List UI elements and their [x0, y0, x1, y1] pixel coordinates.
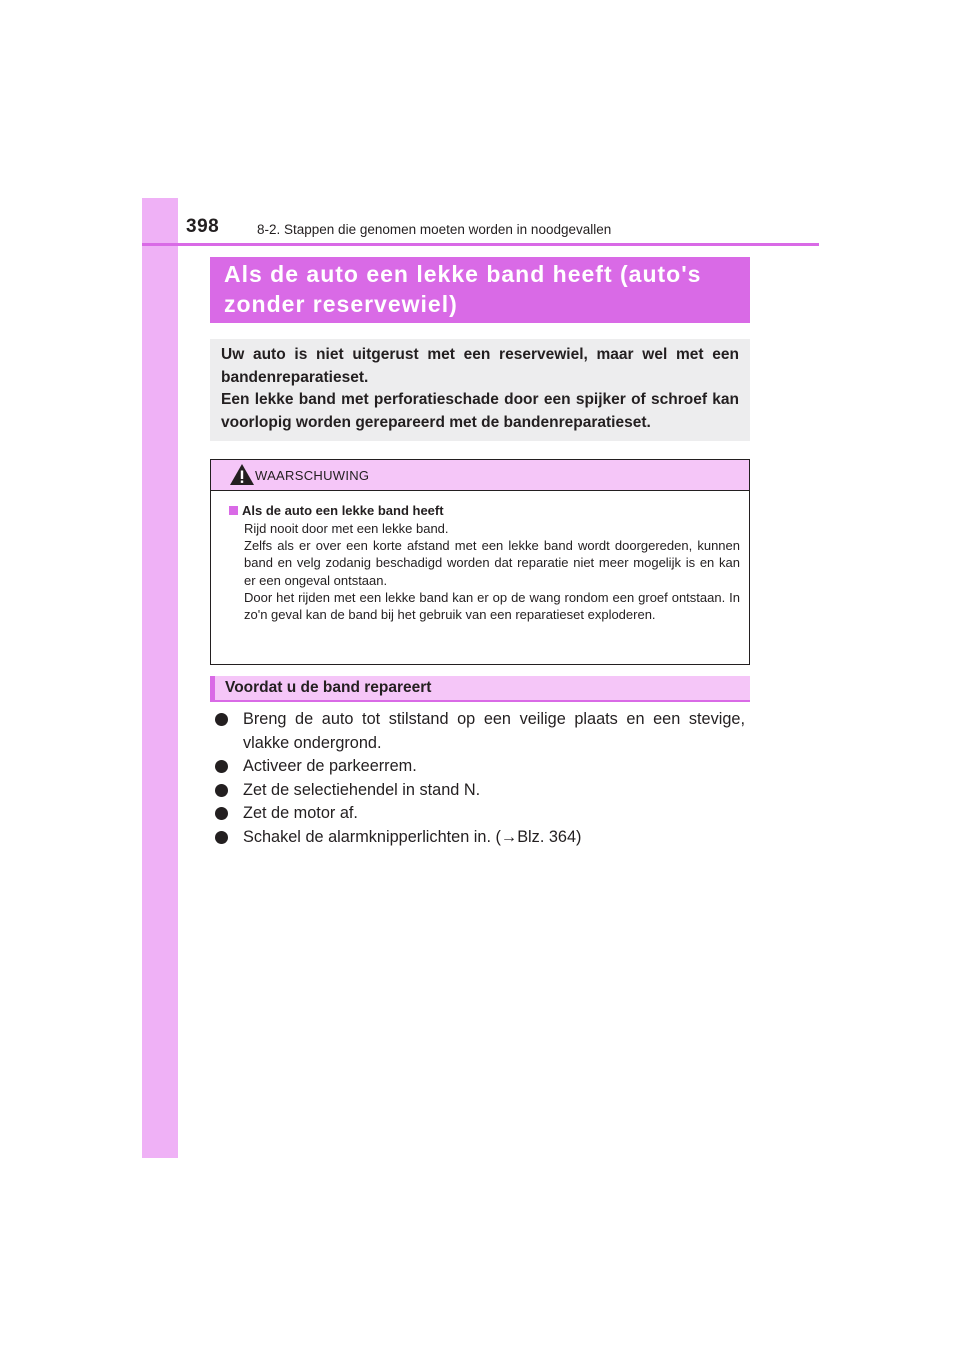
page-title-box	[210, 257, 750, 323]
section-heading-box	[210, 676, 750, 702]
warning-paragraph-2: Zelfs als er over een korte afstand met een lekke band wordt doorgereden, kunnen band en velg zodanig beschadigd worden dat reparatie niet meer mogelijk is en kan er een ongeval ontstaan.	[244, 538, 740, 588]
warning-line-1: Rijd nooit door met een lekke band.	[244, 521, 449, 536]
warning-triangle-icon	[229, 463, 255, 486]
page-title-line-2: zonder reservewiel)	[224, 291, 458, 317]
section-accent-bar	[210, 676, 215, 700]
list-item: Zet de selectiehendel in stand N.	[215, 779, 745, 803]
warning-box	[210, 459, 750, 665]
list-item: Activeer de parkeerrem.	[215, 755, 745, 779]
intro-paragraph-1: Uw auto is niet uitgerust met een reservewiel, maar wel met een bandenreparatieset.	[221, 346, 739, 386]
bullet-dot-icon	[215, 807, 228, 820]
warning-subheading-text: Als de auto een lekke band heeft	[242, 503, 444, 518]
section-title: Voordat u de band repareert	[225, 679, 432, 696]
list-item: Breng de auto tot stilstand op een veilige plaats en een stevige, vlakke ondergrond.	[215, 708, 745, 755]
list-item: Zet de motor af.	[215, 802, 745, 826]
warning-paragraph-3: Door het rijden met een lekke band kan er op de wang rondom een groef ontstaan. In zo'n geval kan de band bij het gebruik van een reparatieset exploderen.	[244, 589, 740, 623]
intro-box	[210, 339, 750, 441]
bullet-dot-icon	[215, 713, 228, 726]
square-bullet-icon	[229, 506, 238, 515]
bullet-dot-icon	[215, 760, 228, 773]
header-rule	[142, 243, 819, 246]
page-title-line-1: Als de auto een lekke band heeft (auto's	[224, 261, 702, 287]
page-number: 398	[186, 216, 220, 237]
list-item: Schakel de alarmknipperlichten in. (→Blz. 364)	[215, 826, 745, 850]
bullet-dot-icon	[215, 784, 228, 797]
running-head: 8-2. Stappen die genomen moeten worden in noodgevallen	[257, 222, 612, 237]
bullet-list	[215, 708, 745, 849]
warning-label: WAARSCHUWING	[255, 468, 370, 483]
warning-subheading	[229, 503, 740, 519]
warning-header	[211, 460, 749, 491]
warning-body	[211, 491, 749, 623]
bullet-dot-icon	[215, 831, 228, 844]
side-tab-bar	[142, 198, 178, 1158]
intro-paragraph-2: Een lekke band met perforatieschade door een spijker of schroef kan voorlopig worden gerepareerd met de bandenreparatieset.	[221, 391, 739, 431]
